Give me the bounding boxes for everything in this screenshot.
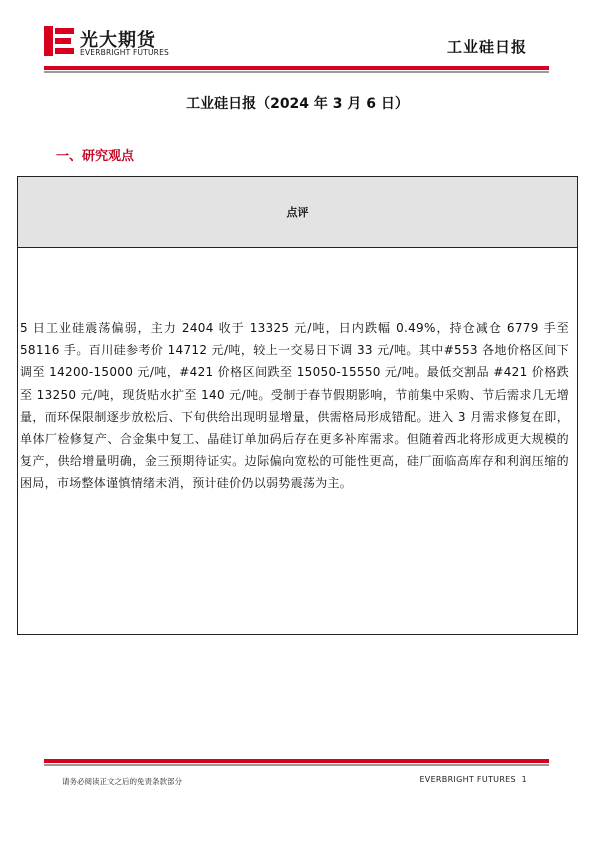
footer-gray-rule [44, 764, 549, 766]
footer-brand: EVERBRIGHT FUTURES [419, 775, 516, 784]
footer-red-rule [44, 759, 549, 763]
header-title: 工业硅日报 [446, 38, 527, 56]
company-logo [44, 24, 194, 60]
section-heading: 一、研究观点 [56, 149, 135, 164]
commentary-table-header [18, 177, 577, 248]
commentary-table [17, 176, 578, 635]
page-number: 1 [521, 775, 527, 784]
logo-chinese-text: 光大期货 [80, 30, 156, 51]
everbright-logo-icon [44, 26, 74, 56]
commentary-body-text: 5 日工业硅震荡偏弱，主力 2404 收于 13325 元/吨，日内跌幅 0.49%，持仓减仓 6779 手至 58116 手。百川硅参考价 14712 元/吨，较上一交易日下调 33 元/吨。其中#553 各地价格区间下调至 14200-15000 元/吨，#421 价格区间跌至 15050-15550 元/吨。最低交割品 #421 价格跌至 13250 元/吨，现货贴水扩至 140 元/吨。受制于春节假期影响，节前集中采购、节后需求几无增量，而环保限制逐步放松后、下旬供给出现明显增量，供需格局形成错配。进入 3 月需求修复在即，单体厂检修复产、合金集中复工、晶硅订单加码后存在更多补库需求。但随着西北将形成更大规模的复产，供给增量明确，金三预期待证实。边际偏向宽松的可能性更高，硅厂面临高库存和利润压缩的困局，市场整体谨慎情绪未消，预计硅价仍以弱势震荡为主。 [20, 321, 569, 491]
header-red-rule [44, 66, 549, 70]
commentary-table-header-label: 点评 [286, 206, 309, 219]
footer-brand-page [419, 775, 527, 784]
header-gray-rule [44, 71, 549, 73]
footer-disclaimer: 请务必阅读正文之后的免责条款部分 [62, 777, 182, 786]
logo-english-text: EVERBRIGHT FUTURES [80, 48, 169, 57]
document-title: 工业硅日报（2024 年 3 月 6 日） [186, 96, 409, 112]
